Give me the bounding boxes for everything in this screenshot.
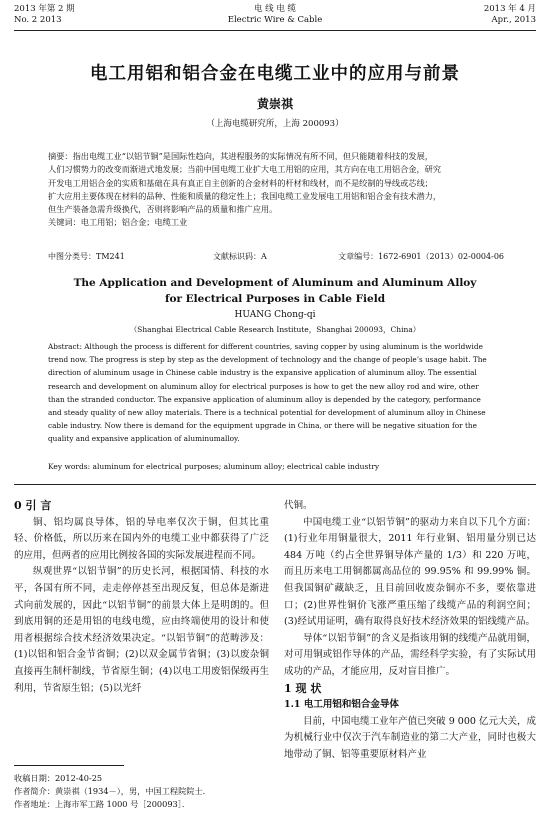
footnote-rule bbox=[14, 765, 124, 766]
classification-number: 中图分类号：TM241 bbox=[48, 252, 125, 261]
continued-line: 代铜。 bbox=[284, 500, 313, 511]
abstract-en-line: quality and expansive application of aluminumalloy. bbox=[48, 434, 240, 444]
footnote bbox=[14, 772, 269, 811]
date-en: Apr., 2013 bbox=[491, 15, 536, 25]
abstract-cn bbox=[48, 150, 504, 230]
abstract-cn-line: 人们习惯势力的改变而渐进式地发展；当前中国电缆工业扩大电工用铝的应用，其方向在电工用铝合金，研究 bbox=[48, 164, 442, 175]
received-date: 收稿日期：2012-40-25 bbox=[14, 773, 103, 783]
abstract-cn-line: 开发电工用铝合金的实质和基础在具有真正自主创新的合金材料的杆材和线材，而不是绞制的导线或芯线； bbox=[48, 177, 433, 188]
keywords-en: Key words: aluminum for electrical purposes; aluminum alloy; electrical cable industry bbox=[48, 462, 380, 471]
english-title bbox=[0, 276, 550, 307]
author-name: 黄崇祺 bbox=[256, 97, 293, 111]
header-center bbox=[14, 4, 536, 26]
header-rule bbox=[14, 30, 536, 31]
article-number: 文章编号：1672-6901（2013）02-0004-06 bbox=[338, 252, 504, 261]
body-paragraph: 目前，中国电缆工业年产值已突破 9 000 亿元大关，成为机械行业中仅次于汽车制造业的第二大产业，同时也极大地带动了铜、铝等重要原材料产业 bbox=[284, 715, 536, 760]
author-address: 作者地址：上海市军工路 1000 号［200093］． bbox=[14, 799, 191, 809]
section-heading-status: 1 现 状 bbox=[284, 681, 322, 695]
body-paragraph: 中国电缆工业“以铝节铜”的驱动力来自以下几个方面：(1)行业年用铜量很大，2011 年行业铜、铝用量分别已达 484 万吨（约占全世界铜导体产量的 1/3）和 220 万吨，而且历来电工用铜都属高品位的 99.95% 和 99.99% 铜。但我国铜矿藏缺乏，且目前回收废杂铜亦不多，要依靠进口；(2)世界性铜价飞涨严重压缩了线缆产品的利润空间；(3)经试用证明，确有取得良好技术经济效果的铝线缆产品。 bbox=[284, 516, 536, 628]
abstract-cn-line: 摘要：指出电缆工业“以铝节铜”是国际性趋向，其进程服务的实际情况有所不同，但只能随着科技的发展， bbox=[48, 151, 433, 161]
english-author: HUANG Chong-qi bbox=[234, 310, 316, 320]
abstract-en-line: Abstract: Although the process is different for different countries, saving copper by using aluminum is the worldwide bbox=[48, 342, 483, 351]
section-heading-introduction: 0 引 言 bbox=[14, 499, 52, 512]
journal-name-cn: 电 线 电 缆 bbox=[253, 4, 297, 14]
english-affiliation: （Shanghai Electrical Cable Research Institute，Shanghai 200093，China） bbox=[129, 325, 421, 334]
abstract-en-line: research and development on aluminum alloy for electrical purposes is how to get the new alloy rod and wire, other bbox=[48, 381, 479, 391]
classification-line bbox=[48, 251, 504, 263]
abstract-cn-line: 但生产装备急需升级换代，否则将影响产品的质量和推广应用。 bbox=[48, 204, 278, 215]
body-paragraph: 导体“以铝节铜”的含义是指该用铜的线缆产品就用铜，对可用铜或铝作导体的产品，需经科学实验，有了实际试用成功的产品，才能应用，反对盲目推广。 bbox=[284, 632, 536, 677]
abstract-en-line: direction of aluminum usage in Chinese cable industry is the expansive application of aluminum alloy. The essential bbox=[48, 368, 477, 378]
abstract-en-line: and steady quality of new alloy materials. There is a technical potential for development of aluminum alloy in Chinese bbox=[48, 408, 486, 418]
abstract-en-line: trend now. The progress is step by step as the development of technology and the change of people’s usage habit. The bbox=[48, 355, 487, 365]
subsection-heading: 1.1 电工用铝和铝合金导体 bbox=[284, 699, 399, 711]
header-right bbox=[484, 4, 536, 26]
right-column bbox=[284, 498, 536, 764]
abstract-cn-line: 扩大应用主要体现在材料的品种、性能和质量的稳定性上；我国电缆工业发展电工用铝和铝合金有技术潜力， bbox=[48, 190, 442, 201]
body-paragraph: 铜、铝均属良导体，铝的导电率仅次于铜，但其比重轻、价格低，所以历来在国内外的电缆工业中都获得了广泛的应用，但两者的应用比例按各国的实际发展进程而不同。 bbox=[14, 516, 269, 561]
journal-name-en: Electric Wire & Cable bbox=[227, 15, 323, 25]
paper-title: 电工用铝和铝合金在电缆工业中的应用与前景 bbox=[90, 64, 460, 84]
body-paragraph: 纵观世界“以铝节铜”的历史长河，根据国情、科技的水平，各国有所不同，走走停停甚至出现反复，但总体是渐进式向前发展的，因此“以铝节铜”的前景大体上是明朗的。但到底用铜的还是用铝的电线电缆，应由终端使用的设计和使用者根据综合技术经济效果决定。“以铝节铜”的范畴涉及：(1)以铝和铝合金节省铜；(2)以双金属节省铜；(3)以废杂铜直接再生制杆制线，节省原生铜；(4)以电工用废铝保级再生利用，节省原生铝；(5)以光纤 bbox=[14, 566, 269, 694]
section-rule bbox=[14, 484, 536, 485]
abstract-en-line: cable industry. Now there is demand for the equipment upgrade in China, or there will be negative situation for the bbox=[48, 421, 477, 431]
english-title-line: for Electrical Purposes in Cable Field bbox=[164, 292, 386, 305]
abstract-en bbox=[48, 340, 504, 446]
issue-cn: 2013 年第 2 期 bbox=[14, 4, 75, 14]
document-code: 文献标识码：A bbox=[213, 252, 267, 261]
left-column bbox=[14, 498, 269, 697]
abstract-en-line: than the stranded conductor. The expansive application of aluminum alloy is depended by the category, performance bbox=[48, 394, 481, 404]
keywords-cn: 关键词：电工用铝；铝合金；电缆工业 bbox=[48, 217, 188, 228]
author-affiliation: （上海电缆研究所，上海 200093） bbox=[206, 119, 344, 129]
issue-en: No. 2 2013 bbox=[14, 15, 62, 25]
english-title-line: The Application and Development of Aluminum and Aluminum Alloy bbox=[73, 277, 477, 289]
date-cn: 2013 年 4 月 bbox=[483, 4, 536, 14]
running-header bbox=[14, 4, 536, 30]
author-intro: 作者简介：黄崇祺（1934－），男，中国工程院院士． bbox=[14, 786, 211, 796]
